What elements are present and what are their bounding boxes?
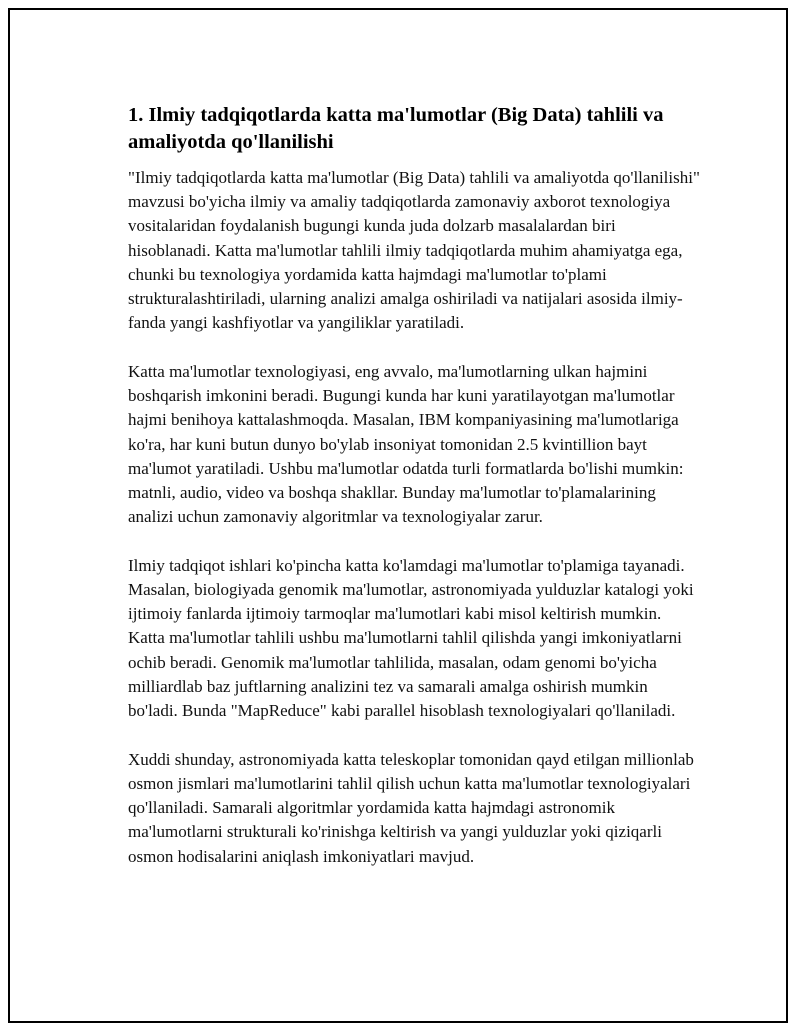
paragraph-3: Ilmiy tadqiqot ishlari ko'pincha katta ko'lamdagi ma'lumotlar to'plamiga tayanadi. Masalan, biologiyada genomik ma'lumotlar, astronomiyada yulduzlar katalogi yoki ijtimoiy fanlarda ijtimoiy tarmoqlar ma'lumotlari kabi misol keltirish mumkin. Katta ma'lumotlar tahlili ushbu ma'lumotlarni tahlil qilishda yangi imkoniyatlarni ochib beradi. Genomik ma'lumotlar tahlilida, masalan, odam genomi bo'yicha milliardlab baz juftlarning analizini tez va samarali amalga oshirish mumkin bo'ladi. Bunda "MapReduce" kabi parallel hisoblash texnologiyalari qo'llaniladi. — [128, 555, 694, 721]
paragraph-2: Katta ma'lumotlar texnologiyasi, eng avvalo, ma'lumotlarning ulkan hajmini boshqarish imkonini beradi. Bugungi kunda har kuni yaratilayotgan ma'lumotlar hajmi benihoya kattalashmoqda. Masalan, IBM kompaniyasining ma'lumotlariga ko'ra, har kuni butun dunyo bo'ylab insoniyat tomonidan 2.5 kvintillion bayt ma'lumot yaratiladi. Ushbu ma'lumotlar odatda turli formatlarda bo'lishi mumkin: matnli, audio, video va boshqa shakllar. Bunday ma'lumotlar to'plamalarining analizi uchun zamonaviy algoritmlar va texnologiyalar zarur. — [128, 361, 684, 527]
section-heading: 1. Ilmiy tadqiqotlarda katta ma'lumotlar (Big Data) tahlili va amaliyotda qo'llanilishi — [128, 104, 664, 153]
paragraph-4: Xuddi shunday, astronomiyada katta teleskoplar tomonidan qayd etilgan millionlab osmon jismlari ma'lumotlarini tahlil qilish uchun katta ma'lumotlar texnologiyalari qo'llaniladi. Samarali algoritmlar yordamida katta hajmdagi astronomik ma'lumotlarni strukturali ko'rinishga keltirish va yangi yulduzlar yoki qiziqarli osmon hodisalarini aniqlash imkoniyatlari mavjud. — [128, 749, 694, 866]
page-frame — [8, 8, 788, 1023]
paragraph-1: "Ilmiy tadqiqotlarda katta ma'lumotlar (Big Data) tahlili va amaliyotda qo'llanilishi" mavzusi bo'yicha ilmiy va amaliy tadqiqotlarda zamonaviy axborot texnologiya vositalaridan foydalanish bugungi kunda juda dolzarb masalalardan biri hisoblanadi. Katta ma'lumotlar tahlili ilmiy tadqiqotlarda muhim ahamiyatga ega, chunki bu texnologiya yordamida katta hajmdagi ma'lumotlar to'plami strukturalashtiriladi, ularning analizi amalga oshiriladi va natijalari asosida ilmiy-fanda yangi kashfiyotlar va yangiliklar yaratiladi. — [128, 168, 700, 333]
document-body — [120, 102, 700, 893]
